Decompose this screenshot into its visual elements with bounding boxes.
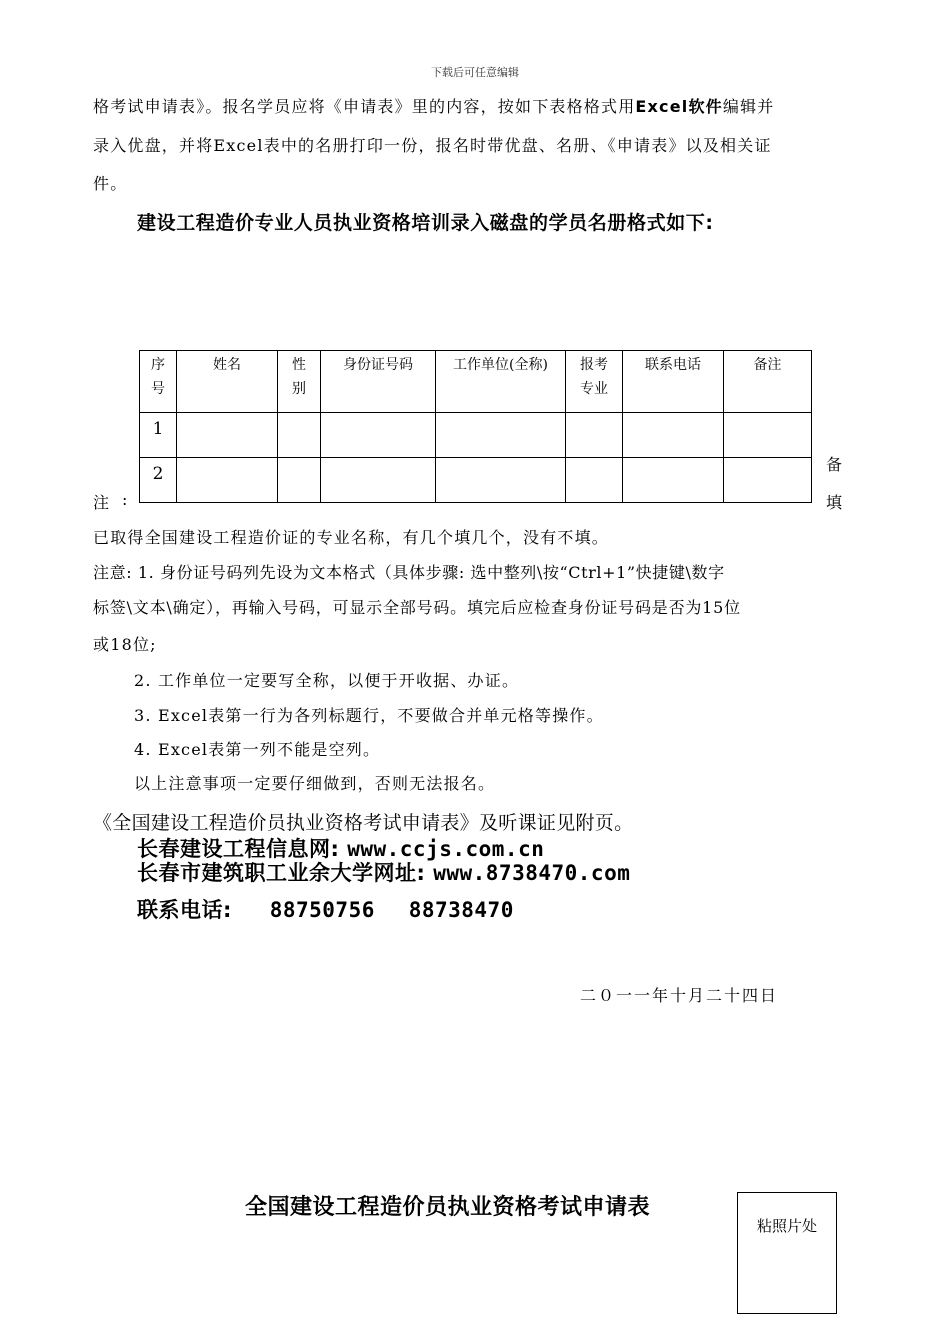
photo-box	[737, 1192, 837, 1314]
table-cell	[321, 458, 436, 503]
note-2: 2. 工作单位一定要写全称，以便于开收据、办证。	[134, 671, 520, 690]
site2-url[interactable]: www.8738470.com	[433, 861, 631, 885]
contact-site-2	[137, 857, 630, 887]
col-header-phone: 联系电话	[623, 351, 724, 413]
col-header-remark: 备注	[724, 351, 812, 413]
intro-text-a: 格考试申请表》。报名学员应将《申请表》里的内容，按如下表格格式用	[93, 97, 636, 116]
table-cell	[436, 413, 566, 458]
document-date: 二０一一年十月二十四日	[580, 986, 779, 1005]
table-cell	[436, 458, 566, 503]
side-note-colon: :	[122, 490, 128, 509]
side-note-bei: 备	[826, 455, 843, 474]
row-number: 1	[140, 413, 177, 458]
roster-header-row	[140, 351, 812, 413]
form-title: 全国建设工程造价员执业资格考试申请表	[245, 1195, 651, 1220]
table-cell	[623, 458, 724, 503]
side-note-zhu: 注	[93, 493, 110, 512]
roster-heading: 建设工程造价专业人员执业资格培训录入磁盘的学员名册格式如下:	[137, 212, 714, 234]
table-cell	[724, 413, 812, 458]
site1-label: 长春建设工程信息网:	[137, 837, 340, 861]
col-header-seq: 序号	[140, 351, 177, 413]
table-cell	[278, 413, 321, 458]
table-cell	[177, 413, 278, 458]
note-3: 3. Excel表第一行为各列标题行，不要做合并单元格等操作。	[134, 706, 604, 725]
note-5: 以上注意事项一定要仔细做到，否则无法报名。	[134, 774, 496, 793]
intro-text-b: 编辑并	[722, 97, 775, 116]
intro-line-2: 录入优盘，并将Excel表中的名册打印一份，报名时带优盘、名册、《申请表》以及相关证	[93, 136, 772, 155]
intro-line-3: 件。	[93, 174, 128, 193]
col-header-employer: 工作单位(全称)	[436, 351, 566, 413]
photo-placeholder-label: 粘照片处	[756, 1217, 817, 1235]
col-header-name: 姓名	[177, 351, 278, 413]
table-row	[140, 458, 812, 503]
row-number: 2	[140, 458, 177, 503]
table-cell	[566, 413, 623, 458]
note-1c: 或18位;	[93, 635, 157, 654]
intro-excel-bold: Excel软件	[635, 97, 723, 116]
site2-label: 长春市建筑职工业余大学网址:	[137, 861, 426, 885]
phone-number-2: 88738470	[408, 898, 514, 922]
side-note-tian: 填	[826, 493, 843, 512]
col-header-major: 报考专业	[566, 351, 623, 413]
note-4: 4. Excel表第一列不能是空列。	[134, 740, 381, 759]
contact-phone	[137, 894, 514, 924]
note-1a: 注意: 1. 身份证号码列先设为文本格式（具体步骤: 选中整列\按“Ctrl+1”快捷键\数字	[93, 563, 725, 582]
col-header-gender: 性别	[278, 351, 321, 413]
table-cell	[278, 458, 321, 503]
table-cell	[321, 413, 436, 458]
roster-table	[139, 350, 812, 503]
page-header: 下载后可任意编辑	[431, 66, 519, 79]
table-row	[140, 413, 812, 458]
col-header-id: 身份证号码	[321, 351, 436, 413]
appendix-line: 《全国建设工程造价员执业资格考试申请表》及听课证见附页。	[93, 812, 634, 834]
table-cell	[623, 413, 724, 458]
intro-line-1	[93, 97, 775, 117]
note-1b: 标签\文本\确定），再输入号码，可显示全部号码。填完后应检查身份证号码是否为15位	[93, 598, 741, 617]
table-cell	[724, 458, 812, 503]
remark-line: 已取得全国建设工程造价证的专业名称，有几个填几个，没有不填。	[93, 528, 610, 547]
phone-number-1: 88750756	[269, 898, 375, 922]
site1-url[interactable]: www.ccjs.com.cn	[347, 837, 545, 861]
phone-label: 联系电话:	[137, 898, 232, 922]
table-cell	[566, 458, 623, 503]
table-cell	[177, 458, 278, 503]
